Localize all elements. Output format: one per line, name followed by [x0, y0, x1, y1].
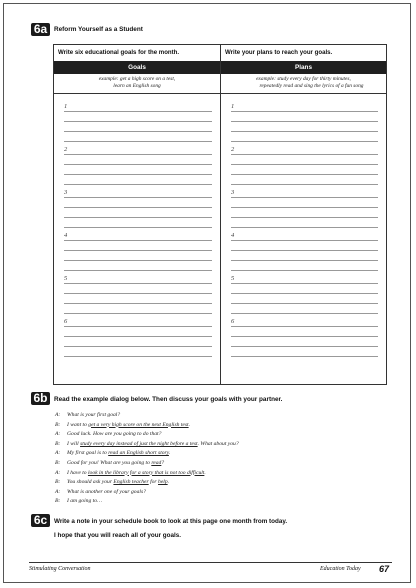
goals-writing-line[interactable]: [64, 184, 212, 185]
dialog-phrase: .: [188, 421, 191, 428]
page-number: 67: [379, 564, 390, 574]
plans-writing-line[interactable]: [231, 356, 378, 357]
plans-column: [221, 45, 386, 384]
goals-example-line2: learn an English song: [113, 83, 161, 89]
section-6c-badge: 6c: [31, 514, 50, 527]
plans-writing-line[interactable]: [231, 131, 378, 132]
plans-writing-line[interactable]: [231, 154, 378, 155]
dialog-speaker: A:: [55, 450, 61, 457]
goals-example-line1: example: get a high score on a test,: [98, 76, 176, 82]
dialog-text: [67, 450, 170, 456]
plans-writing-line[interactable]: [231, 260, 378, 261]
plans-writing-line[interactable]: [231, 293, 378, 294]
section-6b-title: Read the example dialog below. Then discuss your goals with your partner.: [54, 396, 283, 403]
plans-example: [221, 76, 386, 90]
section-6c-line2: I hope that you will reach all of your goals.: [54, 532, 182, 539]
plans-header: Plans: [221, 61, 386, 74]
goals-writing-line[interactable]: [64, 250, 212, 251]
dialog-speaker: B:: [55, 421, 61, 428]
dialog-phrase: .: [167, 479, 170, 486]
plans-writing-line[interactable]: [231, 174, 378, 175]
dialog-phrase: My first goal is to: [67, 450, 109, 457]
dialog-text: [67, 422, 190, 428]
plans-writing-line[interactable]: [231, 336, 378, 337]
plans-number: 4: [231, 232, 235, 239]
dialog-phrase: for: [148, 479, 159, 486]
dialog-speaker: A:: [55, 412, 61, 418]
goals-writing-line[interactable]: [64, 197, 212, 198]
goals-writing-line[interactable]: [64, 260, 212, 261]
dialog-phrase: What is another one of your goals?: [67, 488, 146, 495]
goals-writing-line[interactable]: [64, 270, 212, 271]
dialog-speaker: A:: [55, 488, 61, 495]
dialog-text: [67, 431, 161, 437]
dialog-underlined-phrase: study every day instead of just the night before a test: [80, 440, 198, 447]
dialog-speaker: A:: [55, 469, 61, 476]
goals-writing-line[interactable]: [64, 217, 212, 218]
dialog-text: [67, 441, 239, 447]
plans-number: 1: [231, 103, 235, 110]
goals-writing-line[interactable]: [64, 164, 212, 165]
plans-number: 2: [231, 146, 235, 153]
plans-writing-line[interactable]: [231, 346, 378, 347]
plans-writing-line[interactable]: [231, 270, 378, 271]
dialog-underlined-phrase: English teacher: [113, 479, 149, 486]
plans-writing-line[interactable]: [231, 227, 378, 228]
dialog-phrase: I am going to…: [67, 498, 102, 505]
goals-plans-table: [53, 44, 387, 385]
goals-number: 6: [64, 318, 68, 325]
dialog-text: [67, 460, 164, 466]
goals-example: [54, 76, 220, 90]
plans-writing-line[interactable]: [231, 283, 378, 284]
dialog-speaker: A:: [55, 431, 61, 438]
goals-writing-line[interactable]: [64, 356, 212, 357]
plans-writing-line[interactable]: [231, 164, 378, 165]
plans-number: 6: [231, 318, 235, 325]
dialog-phrase: .: [168, 450, 171, 457]
dialog-text: [67, 489, 146, 495]
goals-writing-line[interactable]: [64, 326, 212, 327]
dialog-text: [67, 498, 102, 504]
footer-unit-title: Education Today: [320, 566, 361, 572]
plans-writing-line[interactable]: [231, 184, 378, 185]
dialog-underlined-phrase: read an English short story: [108, 450, 169, 457]
dialog-phrase: You should ask your: [67, 479, 114, 486]
goals-writing-line[interactable]: [64, 303, 212, 304]
dialog-text: [67, 470, 206, 476]
goals-writing-line[interactable]: [64, 313, 212, 314]
goals-separator: [54, 93, 220, 94]
plans-writing-line[interactable]: [231, 313, 378, 314]
goals-writing-line[interactable]: [64, 240, 212, 241]
plans-writing-line[interactable]: [231, 217, 378, 218]
footer-book-title: Stimulating Conversation: [29, 566, 91, 572]
plans-writing-line[interactable]: [231, 240, 378, 241]
plans-writing-line[interactable]: [231, 141, 378, 142]
dialog-phrase: ?: [161, 460, 165, 466]
dialog-phrase: Good for you! What are you going to: [67, 460, 152, 466]
goals-writing-line[interactable]: [64, 121, 212, 122]
plans-writing-line[interactable]: [231, 207, 378, 208]
dialog-phrase: .: [204, 469, 206, 476]
plans-writing-line[interactable]: [231, 250, 378, 251]
dialog-speaker: B:: [55, 440, 61, 447]
dialog-speaker: B:: [55, 498, 61, 505]
goals-header: Goals: [54, 61, 220, 74]
goals-number: 3: [64, 189, 68, 196]
plans-writing-line[interactable]: [231, 111, 378, 112]
dialog-speaker: B:: [55, 479, 61, 486]
goals-writing-line[interactable]: [64, 111, 212, 112]
plans-separator: [221, 93, 386, 94]
plans-writing-line[interactable]: [231, 303, 378, 304]
goals-number: 4: [64, 232, 68, 239]
goals-writing-line[interactable]: [64, 227, 212, 228]
goals-writing-line[interactable]: [64, 154, 212, 155]
dialog-phrase: . What about you?: [197, 440, 239, 447]
section-6a-title: Reform Yourself as a Student: [54, 26, 143, 33]
plans-number: 3: [231, 189, 235, 196]
plans-writing-line[interactable]: [231, 326, 378, 327]
dialog-phrase: What is your first goal?: [67, 412, 121, 418]
goals-number: 5: [64, 275, 68, 282]
plans-writing-line[interactable]: [231, 197, 378, 198]
goals-column: [54, 45, 220, 384]
plans-number: 5: [231, 275, 235, 282]
section-6b-badge: 6b: [31, 392, 50, 405]
dialog-underlined-phrase: read: [151, 460, 162, 466]
plans-instruction: Write your plans to reach your goals.: [221, 45, 386, 62]
goals-writing-line[interactable]: [64, 336, 212, 337]
goals-writing-line[interactable]: [64, 174, 212, 175]
goals-writing-line[interactable]: [64, 131, 212, 132]
goals-number: 2: [64, 146, 68, 153]
dialog-phrase: I want to: [67, 421, 89, 428]
plans-example-line2: repeatedly read and sing the lyrics of a fun song: [259, 83, 364, 89]
section-6c-title: Write a note in your schedule book to look at this page one month from today.: [54, 518, 288, 525]
goals-writing-line[interactable]: [64, 283, 212, 284]
section-6a-badge: 6a: [31, 23, 50, 36]
dialog-text: [67, 412, 120, 418]
goals-writing-line[interactable]: [64, 346, 212, 347]
dialog-speaker: B:: [55, 460, 61, 466]
dialog-underlined-phrase: look in the library for a story that is not too difficult: [87, 469, 205, 476]
plans-writing-line[interactable]: [231, 121, 378, 122]
goals-writing-line[interactable]: [64, 207, 212, 208]
goals-writing-line[interactable]: [64, 141, 212, 142]
footer-rule: [29, 562, 392, 563]
dialog-phrase: Good luck. How are you going to do that?: [67, 431, 162, 438]
goals-instruction: Write six educational goals for the month.: [54, 45, 220, 62]
plans-example-line1: example: study every day for thirty minutes,: [256, 76, 351, 82]
dialog-text: [67, 479, 169, 485]
dialog-phrase: I will: [67, 440, 81, 447]
goals-writing-line[interactable]: [64, 293, 212, 294]
goals-number: 1: [64, 103, 68, 110]
dialog-underlined-phrase: get a very high score on the next English test: [88, 421, 189, 428]
dialog-phrase: I have to: [67, 469, 88, 476]
dialog-underlined-phrase: help: [158, 479, 168, 486]
